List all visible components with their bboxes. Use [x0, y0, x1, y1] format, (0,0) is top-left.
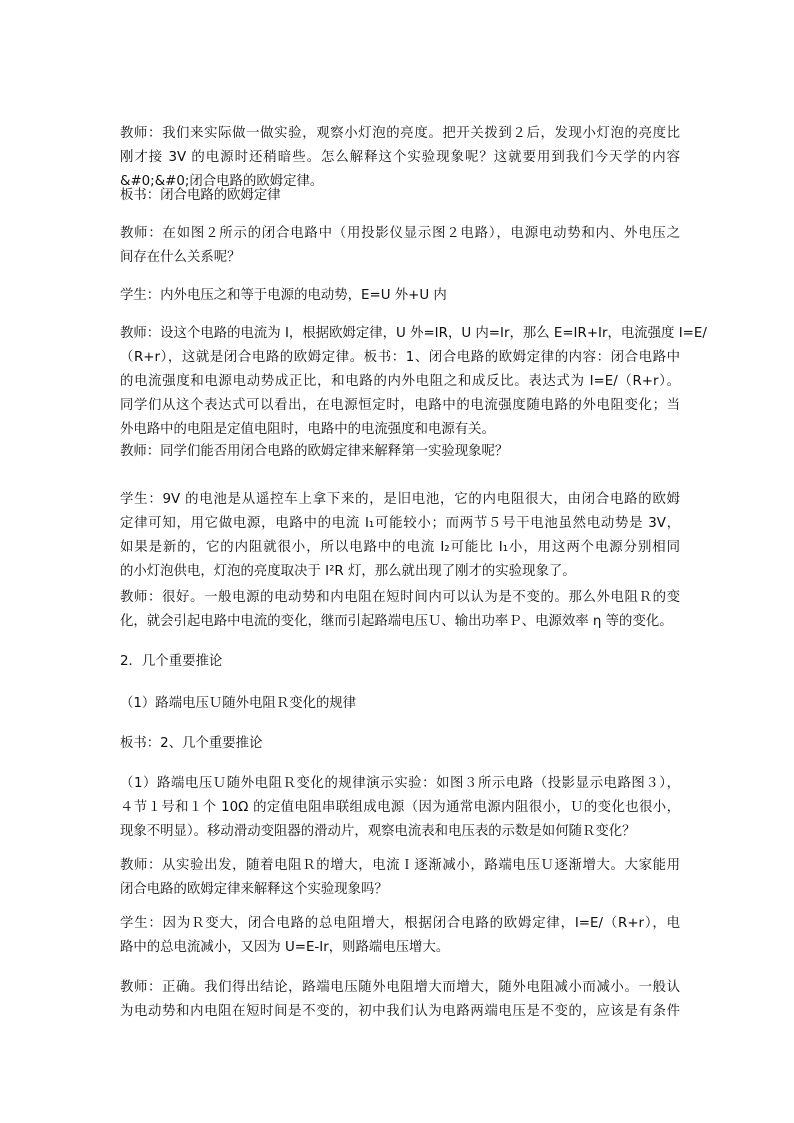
text-line: 闭合电路的欧姆定律来解释这个实验现象吗？ [120, 882, 388, 897]
text-line: 学生：9V 的电池是从遥控车上拿下来的，是旧电池，它的内电阻很大，由闭合电路的欧姆 [120, 492, 680, 507]
text-line: 学生：内外电压之和等于电源的电动势，E=U 外+U 内 [120, 288, 447, 303]
text-line: 间存在什么关系呢？ [120, 250, 241, 265]
text-line: ４节１号和１个 10Ω 的定值电阻串联组成电源（因为通常电源内阻很小，Ｕ的变化也很小， [120, 800, 680, 815]
text-line: （R+r），这就是闭合电路的欧姆定律。板书：1、闭合电路的欧姆定律的内容：闭合电路中 [120, 350, 680, 365]
text-line: 如果是新的，它的内阻就很小，所以电路中的电流 I₂可能比 I₁小，用这两个电源分别相同 [120, 540, 680, 555]
text-line: 板书：2、几个重要推论 [120, 736, 263, 751]
text-line: 2．几个重要推论 [120, 654, 223, 669]
text-line: 教师：正确。我们得出结论，路端电压随外电阻增大而增大，随外电阻减小而减小。一般认 [120, 980, 680, 995]
paragraph-board-inferences [120, 732, 680, 756]
text-line: 教师：从实验出发，随着电阻Ｒ的增大，电流Ｉ逐渐减小，路端电压Ｕ逐渐增大。大家能用 [120, 858, 680, 873]
text-line: 板书：闭合电路的欧姆定律 [120, 188, 281, 203]
text-line: 刚才接 3V 的电源时还稍暗些。怎么解释这个实验现象呢？这就要用到我们今天学的内容 [120, 150, 680, 165]
text-line: 定律可知，用它做电源，电路中的电流 I₁可能较小；而两节５号干电池虽然电动势是 3V， [120, 516, 680, 531]
text-line: 教师：很好。一般电源的电动势和内电阻在短时间内可以认为是不变的。那么外电阻Ｒ的变 [120, 590, 680, 605]
text-line: 现象不明显）。移动滑动变阻器的滑动片，观察电流表和电压表的示数是如何随Ｒ变化？ [120, 824, 636, 839]
text-line: 教师：设这个电路的电流为 I，根据欧姆定律，U 外=IR，U 内=Ir，那么 E=IR+Ir，电流强度 I=E/ [120, 326, 707, 341]
text-line: （1）路端电压Ｕ随外电阻Ｒ变化的规律 [120, 696, 357, 711]
paragraph-experiment-demo [120, 772, 680, 844]
text-line: 路中的总电流减小，又因为 U=E-Ir，则路端电压增大。 [120, 940, 450, 955]
text-line: 教师：我们来实际做一做实验，观察小灯泡的亮度。把开关拨到２后，发现小灯泡的亮度比 [120, 126, 680, 141]
text-line: 为电动势和内电阻在短时间是不变的，初中我们认为电路两端电压是不变的，应该是有条件 [120, 1004, 680, 1019]
subsection-heading-terminal-voltage [120, 692, 680, 716]
text-line: （1）路端电压Ｕ随外电阻Ｒ变化的规律演示实验：如图３所示电路（投影显示电路图３）， [120, 776, 680, 791]
paragraph-teacher-explain-request [120, 440, 680, 464]
text-line: &#0;&#0;闭合电路的欧姆定律。 [120, 174, 324, 189]
paragraph-student-battery [120, 488, 680, 584]
text-line: 教师：同学们能否用闭合电路的欧姆定律来解释第一实验现象呢？ [120, 444, 509, 459]
text-line: 同学们从这个表达式可以看出，在电源恒定时，电路中的电流强度随电路的外电阻变化；当 [120, 398, 680, 413]
paragraph-teacher-experiment [120, 854, 680, 902]
paragraph-teacher-good [120, 586, 680, 634]
paragraph-board-title [120, 184, 680, 208]
text-line: 教师：在如图２所示的闭合电路中（用投影仪显示图２电路），电源电动势和内、外电压之 [120, 226, 680, 241]
text-line: 化，就会引起电路中电流的变化，继而引起路端电压Ｕ、输出功率Ｐ、电源效率 η 等的变化。 [120, 614, 673, 629]
paragraph-ohm-law [120, 322, 707, 442]
paragraph-teacher-question [120, 222, 680, 270]
paragraph-student-answer [120, 284, 680, 308]
text-line: 外电路中的电阻是定值电阻时，电路中的电流强度和电源有关。 [120, 422, 495, 437]
paragraph-student-explain [120, 912, 680, 960]
text-line: 的小灯泡供电，灯泡的亮度取决于 I²R 灯，那么就出现了刚才的实验现象了。 [120, 564, 576, 579]
section-heading-inferences [120, 650, 680, 674]
paragraph-teacher-conclusion [120, 976, 680, 1024]
text-line: 的电流强度和电源电动势成正比，和电路的内外电阻之和成反比。表达式为 I=E/（R+r）。 [120, 374, 680, 389]
text-line: 学生：因为Ｒ变大，闭合电路的总电阻增大，根据闭合电路的欧姆定律，I=E/（R+r），电 [120, 916, 680, 931]
